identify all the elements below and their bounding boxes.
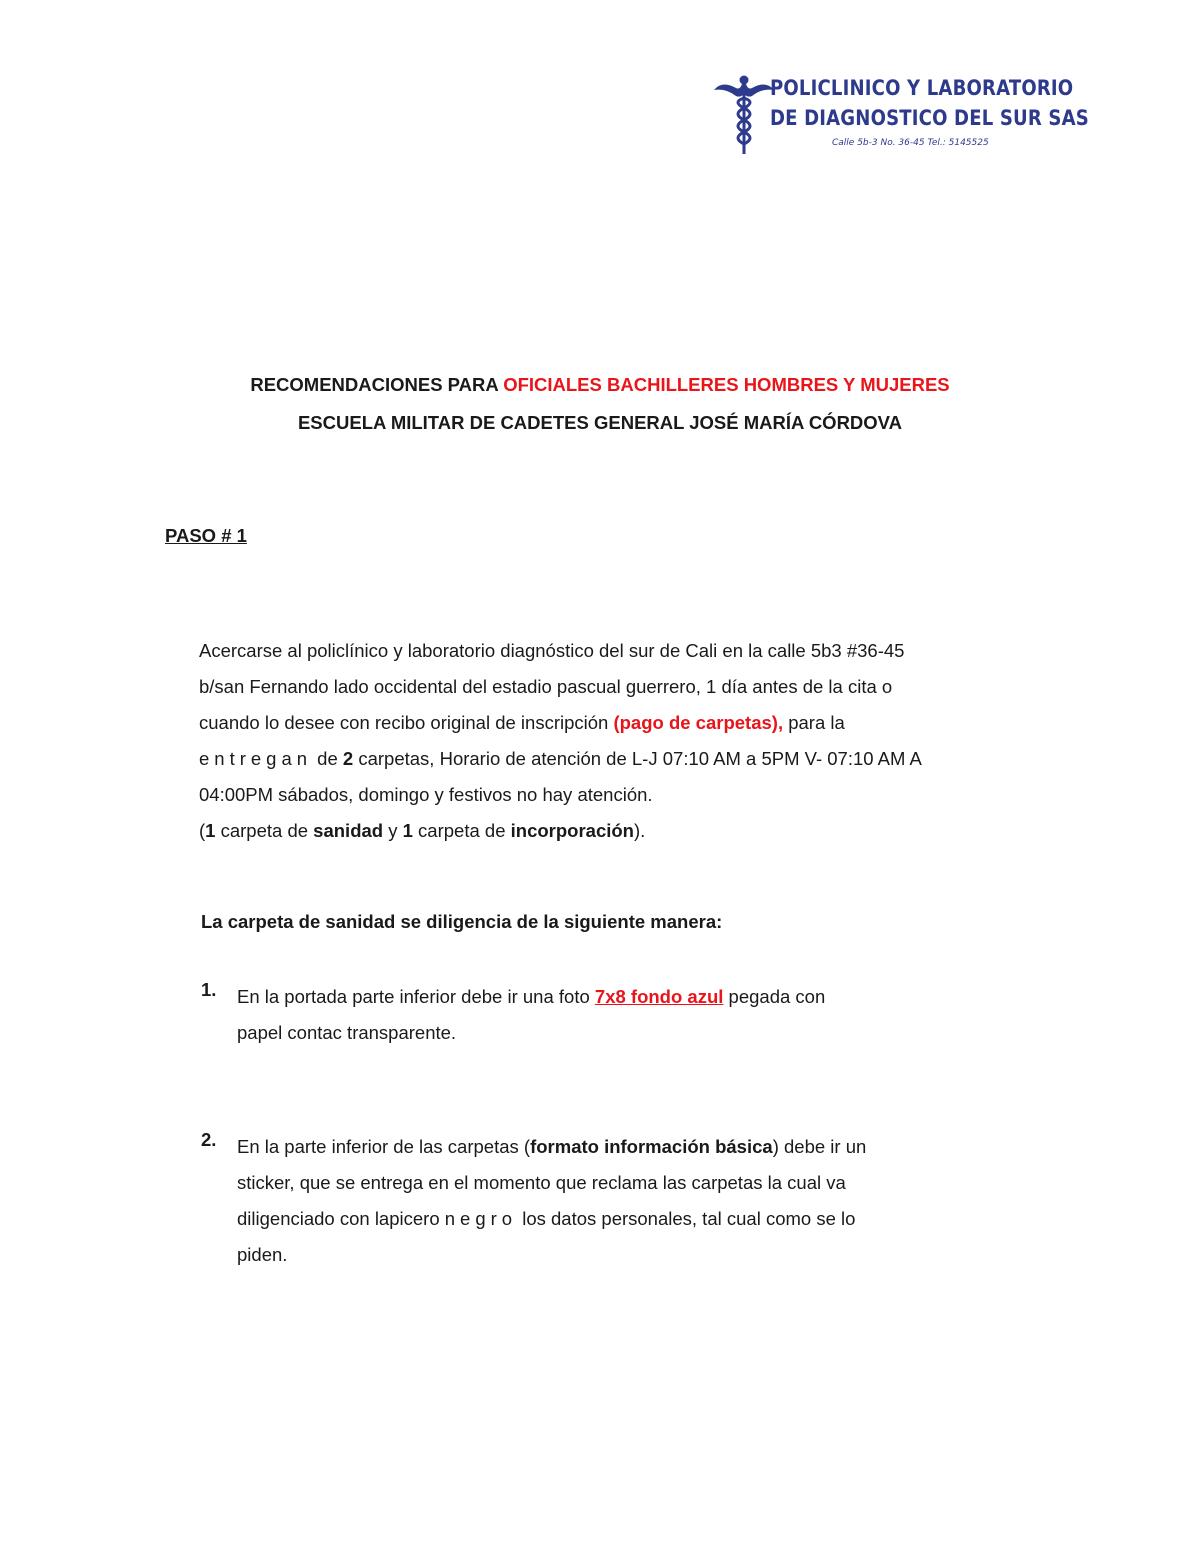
item-line bbox=[237, 979, 997, 1015]
photo-spec: 7x8 fondo azul bbox=[594, 986, 724, 1007]
text-run: de bbox=[312, 748, 343, 769]
item-line: papel contac transparente. bbox=[237, 1022, 457, 1043]
title-prefix: RECOMENDACIONES PARA bbox=[250, 374, 504, 395]
text-run: ) debe ir un bbox=[772, 1136, 867, 1157]
document-title-line2: ESCUELA MILITAR DE CADETES GENERAL JOSÉ MARÍA CÓRDOVA bbox=[297, 412, 903, 433]
list-number: 2. bbox=[201, 1129, 217, 1150]
list-item-body bbox=[237, 1129, 997, 1273]
text-run: ). bbox=[633, 820, 646, 841]
intro-line: Acercarse al policlínico y laboratorio diagnóstico del sur de Cali en la calle 5b3 #36-45 bbox=[199, 640, 905, 661]
text-run: carpeta de bbox=[412, 820, 511, 841]
text-run: negro bbox=[444, 1208, 518, 1229]
text-run: 2 bbox=[342, 748, 354, 769]
item-line: piden. bbox=[237, 1244, 288, 1265]
text-run: sanidad bbox=[313, 820, 384, 841]
text-run: 1 bbox=[205, 820, 216, 841]
logo-name-line1: POLICLINICO Y LABORATORIO bbox=[770, 76, 1074, 101]
caduceus-icon bbox=[712, 72, 776, 156]
intro-line bbox=[199, 705, 1049, 741]
item-line: sticker, que se entrega en el momento que reclama las carpetas la cual va bbox=[237, 1172, 846, 1193]
list-number: 1. bbox=[201, 979, 217, 1000]
text-run: En la portada parte inferior debe ir una foto bbox=[237, 986, 595, 1007]
payment-note: (pago de carpetas), bbox=[613, 712, 784, 733]
logo-address: Calle 5b-3 No. 36-45 Tel.: 5145525 bbox=[832, 138, 989, 148]
text-run: 1 bbox=[402, 820, 413, 841]
text-run: pegada con bbox=[723, 986, 826, 1007]
intro-line bbox=[199, 813, 1049, 849]
text-run: incorporación bbox=[510, 820, 634, 841]
document-title-line1 bbox=[0, 374, 1200, 396]
intro-line bbox=[199, 741, 1049, 777]
logo-name-line2: DE DIAGNOSTICO DEL SUR SAS bbox=[770, 106, 1089, 131]
text-run: carpeta de bbox=[215, 820, 314, 841]
item-line bbox=[237, 1201, 997, 1237]
text-run: entregan bbox=[199, 748, 313, 769]
text-run: los datos personales, tal cual como se lo bbox=[517, 1208, 856, 1229]
text-run: cuando lo desee con recibo original de inscripción bbox=[199, 712, 614, 733]
intro-line: b/san Fernando lado occidental del estadio pascual guerrero, 1 día antes de la cita o bbox=[199, 676, 893, 697]
intro-line: 04:00PM sábados, domingo y festivos no hay atención. bbox=[199, 784, 653, 805]
text-run: ( bbox=[199, 820, 206, 841]
section-heading: La carpeta de sanidad se diligencia de la siguiente manera: bbox=[201, 911, 723, 932]
text-run: diligenciado con lapicero bbox=[237, 1208, 445, 1229]
text-run: En la parte inferior de las carpetas ( bbox=[237, 1136, 531, 1157]
step-heading: PASO # 1 bbox=[165, 525, 247, 546]
intro-paragraph bbox=[199, 633, 1049, 849]
clinic-logo bbox=[712, 72, 1089, 162]
text-run: carpetas, Horario de atención de L-J 07:10 AM a 5PM V- 07:10 AM A bbox=[353, 748, 922, 769]
text-run: y bbox=[383, 820, 403, 841]
item-line bbox=[237, 1129, 997, 1165]
text-run: para la bbox=[783, 712, 845, 733]
list-item-body bbox=[237, 979, 997, 1051]
text-run: formato información básica bbox=[530, 1136, 773, 1157]
title-highlight: OFICIALES BACHILLERES HOMBRES Y MUJERES bbox=[503, 374, 950, 395]
